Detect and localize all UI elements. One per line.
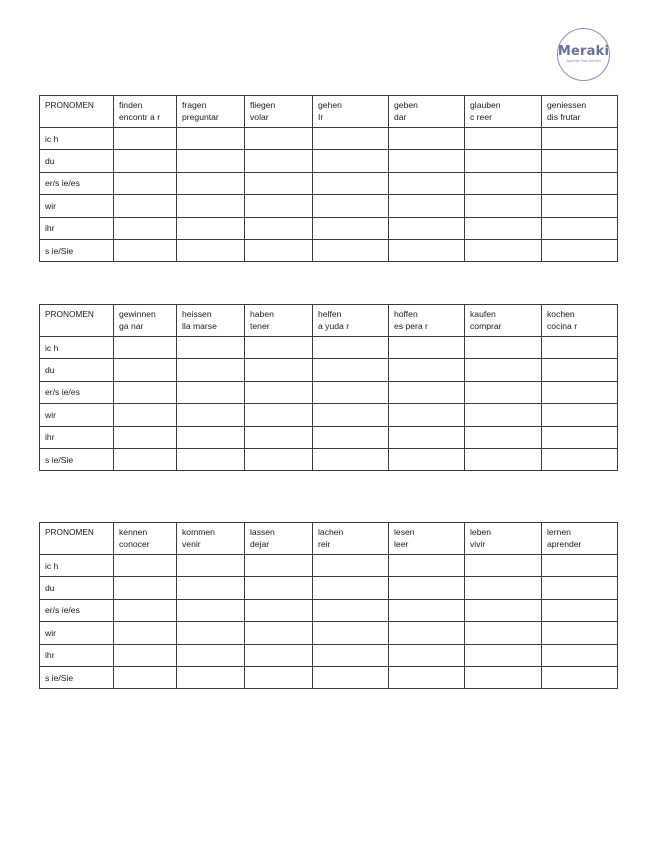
verb-header-cell [542,96,618,128]
verb-spanish: aprender [547,539,582,549]
pronoun-cell: ic h [40,337,114,359]
verb-german: geniessen [547,100,587,110]
conjugation-blank-cell [245,217,313,239]
meraki-logo [557,28,610,81]
conjugation-blank-cell [114,599,177,621]
conjugation-blank-cell [465,555,542,577]
conjugation-blank-cell [542,239,618,261]
verb-header-cell [114,523,177,555]
conjugation-blank-cell [245,644,313,666]
verb-header-cell [465,523,542,555]
conjugation-blank-cell [542,599,618,621]
conjugation-blank-cell [245,195,313,217]
verb-german: heissen [182,309,212,319]
conjugation-blank-cell [465,426,542,448]
conjugation-blank-cell [177,239,245,261]
conjugation-blank-cell [177,622,245,644]
verb-spanish: ga nar [119,321,144,331]
conjugation-blank-cell [114,217,177,239]
conjugation-blank-cell [542,666,618,688]
table-header-row [40,523,618,555]
conjugation-blank-cell [542,555,618,577]
conjugation-blank-cell [114,337,177,359]
verb-header-cell [389,96,465,128]
conjugation-blank-cell [465,599,542,621]
conjugation-blank-cell [313,426,389,448]
conjugation-blank-cell [389,239,465,261]
logo-brand: Meraki [557,44,610,59]
verb-spanish: volar [250,112,269,122]
conjugation-blank-cell [245,128,313,150]
conjugation-blank-cell [313,666,389,688]
conjugation-blank-cell [389,195,465,217]
conjugation-blank-cell [313,599,389,621]
verb-spanish: lla marse [182,321,217,331]
conjugation-blank-cell [177,359,245,381]
conjugation-blank-cell [114,644,177,666]
conjugation-blank-cell [177,577,245,599]
conjugation-blank-cell [389,381,465,403]
conjugation-blank-cell [245,555,313,577]
verb-header-cell [465,96,542,128]
pronoun-cell: ihr [40,217,114,239]
conjugation-blank-cell [177,337,245,359]
conjugation-blank-cell [313,172,389,194]
conjugation-blank-cell [389,555,465,577]
verb-header-cell [389,523,465,555]
conjugation-blank-cell [542,150,618,172]
verb-german: kommen [182,527,215,537]
conjugation-blank-cell [114,239,177,261]
pronoun-column-header: PRONOMEN [40,305,114,337]
verb-german: helfen [318,309,342,319]
verb-german: kaufen [470,309,496,319]
pronoun-column-header: PRONOMEN [40,523,114,555]
conjugation-blank-cell [313,644,389,666]
conjugation-blank-cell [389,217,465,239]
conjugation-blank-cell [114,426,177,448]
conjugation-blank-cell [114,381,177,403]
conjugation-blank-cell [313,622,389,644]
conjugation-blank-cell [465,337,542,359]
conjugation-blank-cell [114,577,177,599]
pronoun-cell: wir [40,404,114,426]
conjugation-blank-cell [389,577,465,599]
verb-german: finden [119,100,143,110]
conjugation-blank-cell [245,381,313,403]
conjugation-blank-cell [389,599,465,621]
verb-german: kochen [547,309,575,319]
conjugation-blank-cell [542,622,618,644]
verb-header-cell [245,96,313,128]
table-header-row [40,96,618,128]
conjugation-blank-cell [389,404,465,426]
conjugation-blank-cell [542,195,618,217]
table-row [40,195,618,217]
conjugation-blank-cell [245,448,313,470]
verb-german: fragen [182,100,207,110]
table-row [40,337,618,359]
conjugation-blank-cell [542,172,618,194]
pronoun-cell: ihr [40,644,114,666]
table-row [40,381,618,403]
pronoun-cell: er/s ie/es [40,599,114,621]
table-row [40,128,618,150]
verb-german: geben [394,100,418,110]
conjugation-blank-cell [245,359,313,381]
conjugation-blank-cell [389,644,465,666]
verb-spanish: cocina r [547,321,578,331]
verb-spanish: reir [318,539,331,549]
conjugation-blank-cell [245,172,313,194]
conjugation-blank-cell [177,217,245,239]
conjugation-blank-cell [114,172,177,194]
conjugation-blank-cell [465,150,542,172]
conjugation-blank-cell [245,150,313,172]
conjugation-blank-cell [313,239,389,261]
conjugation-blank-cell [245,239,313,261]
table-row [40,644,618,666]
verb-spanish: preguntar [182,112,219,122]
verb-spanish: dejar [250,539,270,549]
conjugation-blank-cell [465,239,542,261]
pronoun-cell: du [40,150,114,172]
conjugation-blank-cell [465,404,542,426]
conjugation-blank-cell [313,150,389,172]
verb-spanish: conocer [119,539,150,549]
conjugation-blank-cell [177,195,245,217]
conjugation-blank-cell [114,359,177,381]
verb-header-cell [313,523,389,555]
conjugation-blank-cell [313,448,389,470]
conjugation-blank-cell [465,217,542,239]
table-row [40,426,618,448]
conjugation-blank-cell [245,622,313,644]
conjugation-blank-cell [245,337,313,359]
conjugation-blank-cell [389,359,465,381]
verb-header-cell [177,523,245,555]
conjugation-blank-cell [245,426,313,448]
pronoun-cell: s ie/Sie [40,666,114,688]
verb-header-cell [313,305,389,337]
verb-german: lernen [547,527,571,537]
pronoun-cell: s ie/Sie [40,239,114,261]
pronoun-cell: ihr [40,426,114,448]
conjugation-blank-cell [313,404,389,426]
pronoun-cell: du [40,359,114,381]
verb-german: leben [470,527,492,537]
verb-german: lassen [250,527,275,537]
conjugation-blank-cell [245,666,313,688]
table-row [40,577,618,599]
table-row [40,172,618,194]
verb-spanish: Ir [318,112,324,122]
conjugation-blank-cell [465,448,542,470]
conjugation-blank-cell [177,644,245,666]
verb-header-cell [114,305,177,337]
conjugation-blank-cell [177,426,245,448]
conjugation-blank-cell [114,448,177,470]
conjugation-blank-cell [542,426,618,448]
table-row [40,217,618,239]
verb-spanish: leer [394,539,409,549]
conjugation-blank-cell [313,195,389,217]
verb-header-cell [245,523,313,555]
pronoun-cell: wir [40,622,114,644]
conjugation-blank-cell [465,172,542,194]
conjugation-blank-cell [465,577,542,599]
verb-header-cell [465,305,542,337]
conjugation-blank-cell [542,381,618,403]
verb-header-cell [389,305,465,337]
table-row [40,448,618,470]
conjugation-blank-cell [114,150,177,172]
table-row [40,150,618,172]
verb-header-cell [177,305,245,337]
conjugation-blank-cell [177,448,245,470]
verb-header-cell [542,523,618,555]
conjugation-blank-cell [389,622,465,644]
conjugation-blank-cell [313,128,389,150]
conjugation-blank-cell [465,128,542,150]
conjugation-blank-cell [245,599,313,621]
conjugation-blank-cell [313,381,389,403]
conjugation-blank-cell [465,644,542,666]
verb-spanish: dar [394,112,407,122]
pronoun-cell: ic h [40,555,114,577]
conjugation-blank-cell [177,404,245,426]
verb-german: gehen [318,100,342,110]
verb-header-cell [313,96,389,128]
table-row [40,404,618,426]
conjugation-blank-cell [177,150,245,172]
verb-spanish: es pera r [394,321,428,331]
pronoun-cell: wir [40,195,114,217]
conjugation-blank-cell [313,577,389,599]
conjugation-blank-cell [465,381,542,403]
conjugation-blank-cell [177,381,245,403]
conjugation-blank-cell [313,359,389,381]
verb-spanish: venir [182,539,201,549]
conjugation-blank-cell [542,337,618,359]
conjugation-blank-cell [114,195,177,217]
verb-german: haben [250,309,274,319]
conjugation-blank-cell [465,622,542,644]
verb-spanish: dis frutar [547,112,581,122]
conjugation-blank-cell [389,666,465,688]
conjugation-blank-cell [389,426,465,448]
conjugation-blank-cell [465,195,542,217]
conjugation-blank-cell [245,404,313,426]
conjugation-blank-cell [313,555,389,577]
verb-header-cell [177,96,245,128]
pronoun-column-header: PRONOMEN [40,96,114,128]
conjugation-blank-cell [389,172,465,194]
verb-header-cell [114,96,177,128]
verb-header-cell [542,305,618,337]
conjugation-blank-cell [114,622,177,644]
conjugation-blank-cell [389,128,465,150]
verb-german: kennen [119,527,148,537]
conjugation-blank-cell [389,448,465,470]
conjugation-blank-cell [389,337,465,359]
pronoun-cell: er/s ie/es [40,172,114,194]
verb-german: lesen [394,527,415,537]
pronoun-cell: du [40,577,114,599]
verb-german: lachen [318,527,344,537]
conjugation-blank-cell [542,577,618,599]
conjugation-blank-cell [114,128,177,150]
pronoun-cell: s ie/Sie [40,448,114,470]
conjugation-blank-cell [465,666,542,688]
conjugation-blank-cell [177,172,245,194]
conjugation-blank-cell [542,359,618,381]
conjugation-blank-cell [313,217,389,239]
verb-spanish: a yuda r [318,321,350,331]
conjugation-blank-cell [542,217,618,239]
verb-header-cell [245,305,313,337]
verb-spanish: comprar [470,321,502,331]
table-row [40,666,618,688]
conjugation-blank-cell [542,128,618,150]
conjugation-blank-cell [177,599,245,621]
conjugation-table-1 [39,95,618,262]
table-row [40,622,618,644]
conjugation-table-2 [39,304,618,471]
table-header-row [40,305,618,337]
logo-tagline: Aprende Fácil Alemán [566,59,601,63]
conjugation-blank-cell [313,337,389,359]
pronoun-cell: ic h [40,128,114,150]
conjugation-table-3 [39,522,618,689]
conjugation-blank-cell [114,555,177,577]
conjugation-blank-cell [177,128,245,150]
conjugation-blank-cell [389,150,465,172]
pronoun-cell: er/s ie/es [40,381,114,403]
table-row [40,359,618,381]
conjugation-blank-cell [542,448,618,470]
verb-german: glauben [470,100,501,110]
verb-german: hoffen [394,309,418,319]
verb-german: fliegen [250,100,276,110]
conjugation-blank-cell [542,644,618,666]
conjugation-blank-cell [465,359,542,381]
conjugation-blank-cell [114,666,177,688]
conjugation-blank-cell [177,666,245,688]
table-row [40,239,618,261]
conjugation-blank-cell [542,404,618,426]
verb-german: gewinnen [119,309,156,319]
verb-spanish: c reer [470,112,492,122]
table-row [40,599,618,621]
verb-spanish: encontr a r [119,112,161,122]
verb-spanish: tener [250,321,270,331]
conjugation-blank-cell [114,404,177,426]
verb-spanish: vivir [470,539,486,549]
table-row [40,555,618,577]
conjugation-blank-cell [177,555,245,577]
conjugation-blank-cell [245,577,313,599]
